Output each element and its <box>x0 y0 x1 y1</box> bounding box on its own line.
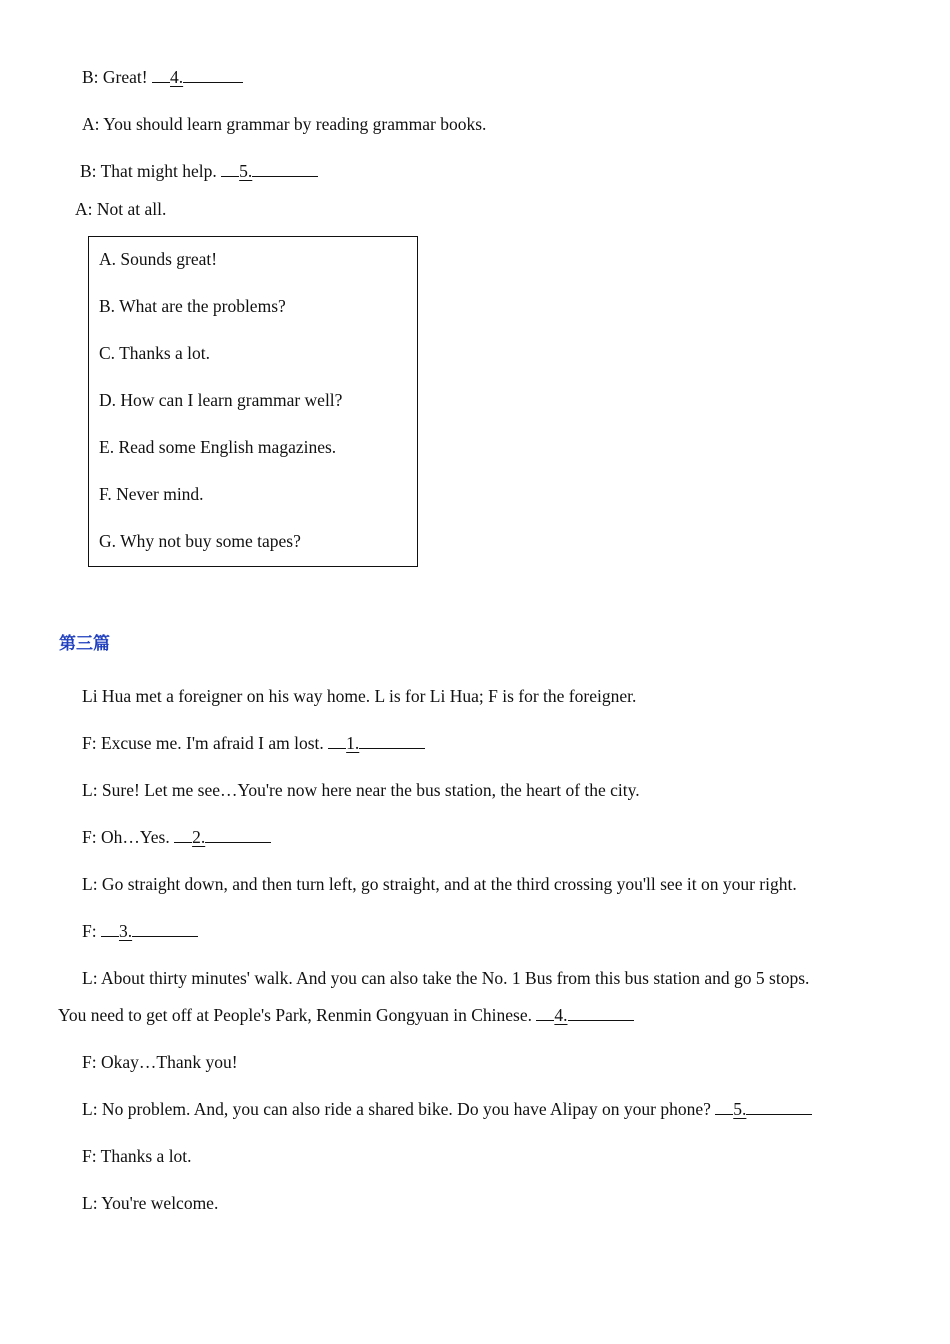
option-g: G. Why not buy some tapes? <box>99 531 301 551</box>
section-title: 第三篇 <box>59 634 110 654</box>
dialogue-line <box>82 66 243 88</box>
answer-blank-3[interactable]: 3. <box>118 921 133 941</box>
dialogue-line <box>82 1098 812 1120</box>
dialogue-text: F: <box>82 921 97 941</box>
option-f: F. Never mind. <box>99 484 204 504</box>
dialogue-line: L: You're welcome. <box>82 1193 219 1213</box>
options-box <box>88 236 418 567</box>
blank-underline <box>174 826 192 843</box>
blank-underline <box>205 826 271 843</box>
dialogue-text: That might help. <box>100 161 217 181</box>
dialogue-line: F: Thanks a lot. <box>82 1146 192 1166</box>
dialogue-text: You need to get off at People's Park, Renmin Gongyuan in Chinese. <box>58 1005 532 1025</box>
dialogue-line: F: Okay…Thank you! <box>82 1052 238 1072</box>
option-b: B. What are the problems? <box>99 296 286 316</box>
dialogue-text: L: No problem. And, you can also ride a shared bike. Do you have Alipay on your phone? <box>82 1099 711 1119</box>
dialogue-line <box>82 920 198 942</box>
blank-underline <box>132 920 198 937</box>
answer-blank-1[interactable]: 1. <box>346 733 360 753</box>
blank-underline <box>568 1004 634 1021</box>
option-c: C. Thanks a lot. <box>99 343 210 363</box>
blank-underline <box>252 160 318 177</box>
blank-underline <box>328 732 346 749</box>
option-d: D. How can I learn grammar well? <box>99 390 343 410</box>
speaker-label: A: <box>82 114 100 134</box>
blank-underline <box>221 160 239 177</box>
dialogue-text: Great! <box>102 67 148 87</box>
dialogue-text: Not at all. <box>96 199 167 219</box>
answer-blank-4[interactable]: 4. <box>170 67 184 87</box>
answer-blank-4[interactable]: 4. <box>554 1005 568 1025</box>
blank-underline <box>536 1004 554 1021</box>
blank-underline <box>101 920 119 937</box>
blank-underline <box>152 66 170 83</box>
speaker-label: A: <box>75 199 93 219</box>
blank-underline <box>183 66 243 83</box>
dialogue-text: F: Excuse me. I'm afraid I am lost. <box>82 733 324 753</box>
speaker-label: B: <box>82 67 99 87</box>
blank-underline <box>715 1098 733 1115</box>
answer-blank-5[interactable]: 5. <box>733 1099 747 1119</box>
dialogue-line <box>58 1004 634 1026</box>
dialogue-text: You should learn grammar by reading grammar books. <box>103 114 487 134</box>
dialogue-line <box>80 160 318 182</box>
option-e: E. Read some English magazines. <box>99 437 337 457</box>
dialogue-line: L: Sure! Let me see…You're now here near the bus station, the heart of the city. <box>82 780 640 800</box>
dialogue-line: L: About thirty minutes' walk. And you can also take the No. 1 Bus from this bus station and go 5 stops. <box>82 968 810 988</box>
dialogue-line <box>82 826 271 848</box>
blank-underline <box>359 732 425 749</box>
dialogue-line <box>82 113 486 135</box>
dialogue-line: L: Go straight down, and then turn left, go straight, and at the third crossing you'll see it on your right. <box>82 874 797 894</box>
blank-underline <box>746 1098 812 1115</box>
answer-blank-5[interactable]: 5. <box>239 161 253 181</box>
option-a: A. Sounds great! <box>99 249 218 269</box>
answer-blank-2[interactable]: 2. <box>192 827 206 847</box>
dialogue-text: F: Oh…Yes. <box>82 827 170 847</box>
speaker-label: B: <box>80 161 97 181</box>
dialogue-line <box>75 198 166 220</box>
dialogue-line <box>82 732 425 754</box>
passage-intro: Li Hua met a foreigner on his way home. L is for Li Hua; F is for the foreigner. <box>82 686 637 706</box>
